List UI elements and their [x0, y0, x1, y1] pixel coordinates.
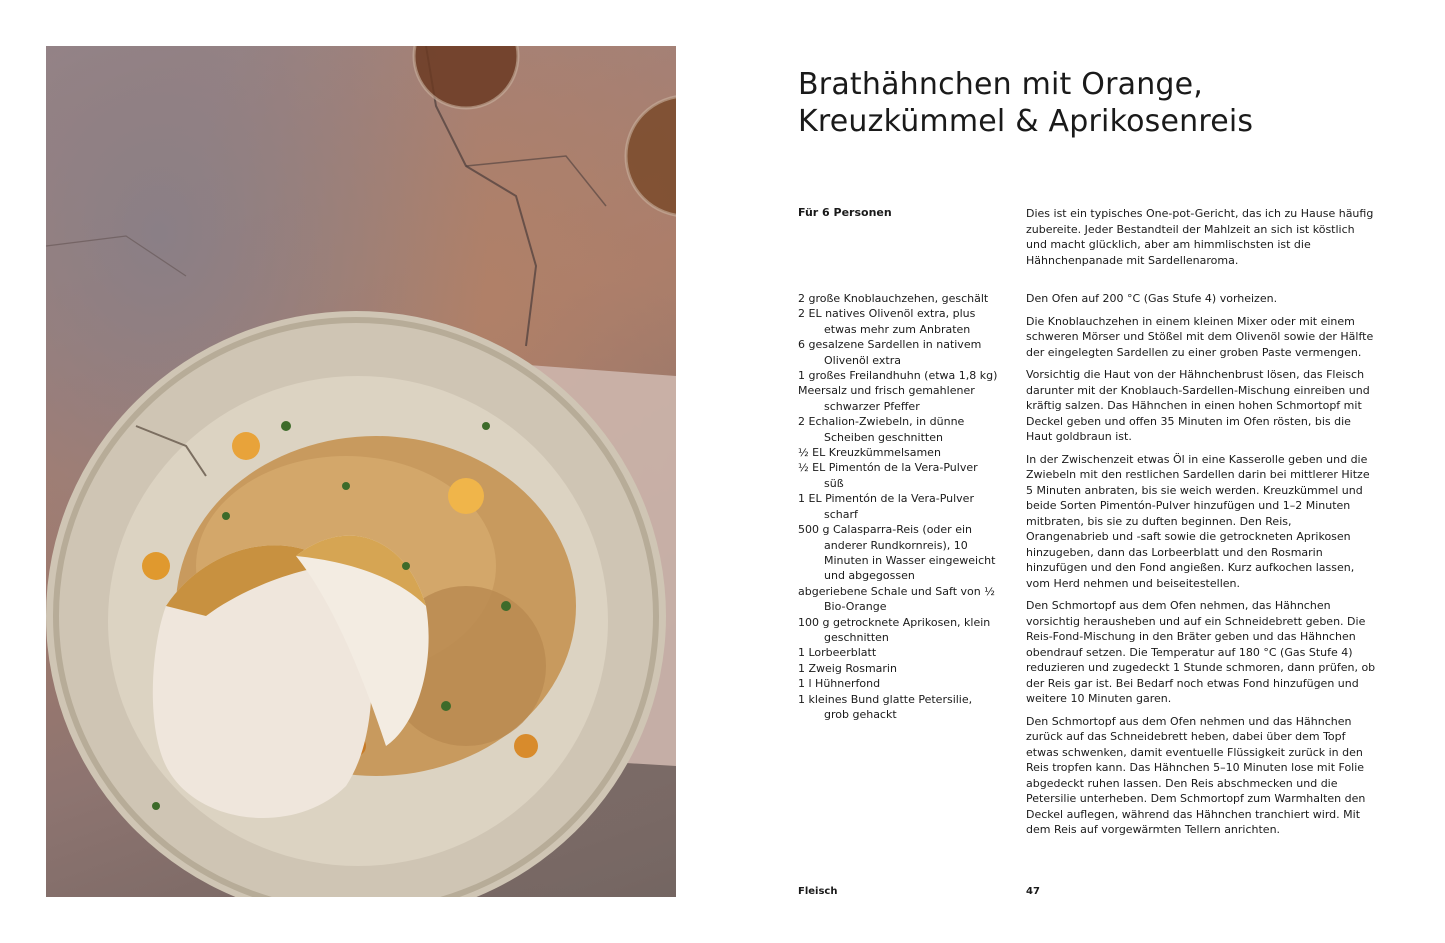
recipe-intro: Dies ist ein typisches One-pot-Gericht, das ich zu Hause häufig zubereite. Jeder Bestandteil der Mahlzeit an sich ist köstlich und macht glücklich, aber am himmlischsten ist die Hähnchenpanade mit Sardellenaroma.: [1026, 207, 1374, 267]
ingredient-item: 2 große Knoblauchzehen, geschält: [798, 292, 989, 305]
ingredient-item: abgeriebene Schale und Saft von ½ Bio-Orange: [798, 584, 995, 614]
recipe-title-line2: Kreuzkümmel & Aprikosenreis: [798, 104, 1254, 139]
page-number: 47: [1026, 886, 1040, 897]
ingredient-item: 500 g Calasparra-Reis (oder ein anderer Rundkornreis), 10 Minuten in Wasser eingeweicht und abgegossen: [798, 523, 996, 583]
footer-section-label: Fleisch: [798, 886, 838, 897]
ingredient-item: 1 kleines Bund glatte Petersilie, grob gehackt: [798, 692, 973, 721]
ingredient-item: 1 EL Pimentón de la Vera-Pulver scharf: [798, 492, 974, 521]
ingredient-item: Meersalz und frisch gemahlener schwarzer Pfeffer: [798, 384, 975, 413]
method-step: Den Schmortopf aus dem Ofen nehmen, das Hähnchen vorsichtig herausheben und auf ein Schneidebrett geben. Die Reis-Fond-Mischung in den Bräter geben und das Hähnchen obendrauf setzen. Die Temperatur auf 180 °C (Gas Stufe 4) reduzieren und zugedeckt 1 Stunde schmoren, dann prüfen, ob der Reis gar ist. Bei Bedarf noch etwas Fond hinzufügen und weitere 10 Minuten garen.: [1026, 599, 1376, 705]
ingredient-item: 2 EL natives Olivenöl extra, plus etwas mehr zum Anbraten: [798, 307, 976, 336]
ingredient-item: 1 Lorbeerblatt: [798, 646, 877, 660]
method-steps: [1026, 291, 1376, 845]
ingredient-item: 100 g getrocknete Aprikosen, klein geschnitten: [798, 615, 991, 644]
ingredient-item: ½ EL Kreuzkümmelsamen: [798, 446, 941, 460]
ingredient-item: ½ EL Pimentón de la Vera-Pulver süß: [798, 461, 978, 490]
servings-label: Für 6 Personen: [798, 206, 892, 219]
recipe-photo: [46, 46, 676, 897]
method-step: In der Zwischenzeit etwas Öl in eine Kasserolle geben und die Zwiebeln mit den restlichen Sardellen darin bei mittlerer Hitze 5 Minuten anbraten, bis sie weich werden. Kreuzkümmel und beide Sorten Pimentón-Pulver hinzufügen und 1–2 Minuten mitbraten, bis sie zu duften beginnen. Den Reis, Orangenabrieb und -saft sowie die getrockneten Aprikosen hinzugeben, dann das Lorbeerblatt und den Rosmarin hinzufügen und den Fond angießen. Kurz aufkochen lassen, vom Herd nehmen und beiseitestellen.: [1026, 452, 1370, 590]
ingredient-list: [798, 291, 998, 722]
ingredient-item: 2 Echalion-Zwiebeln, in dünne Scheiben geschnitten: [798, 415, 965, 444]
recipe-title-line1: Brathähnchen mit Orange,: [798, 67, 1204, 102]
method-step: Den Ofen auf 200 °C (Gas Stufe 4) vorheizen.: [1026, 292, 1278, 305]
ingredient-item: 1 Zweig Rosmarin: [798, 661, 897, 675]
food-photo-illustration: [46, 46, 676, 897]
ingredient-item: 6 gesalzene Sardellen in nativem Olivenöl extra: [798, 338, 982, 367]
method-step: Die Knoblauchzehen in einem kleinen Mixer oder mit einem schweren Mörser und Stößel mit dem Olivenöl sowie der Hälfte der eingelegten Sardellen zu einer groben Paste vermengen.: [1026, 314, 1374, 359]
recipe-title: [798, 66, 1253, 140]
method-step: Vorsichtig die Haut von der Hähnchenbrust lösen, das Fleisch darunter mit der Knoblauch-Sardellen-Mischung einreiben und kräftig salzen. Das Hähnchen in einen hohen Schmortopf mit Deckel geben und offen 35 Minuten im Ofen rösten, bis die Haut goldbraun ist.: [1026, 368, 1370, 443]
ingredient-item: 1 großes Freilandhuhn (etwa 1,8 kg): [798, 369, 998, 383]
ingredient-item: 1 l Hühnerfond: [798, 677, 881, 691]
method-step: Den Schmortopf aus dem Ofen nehmen und das Hähnchen zurück auf das Schneidebrett heben, dabei über dem Topf etwas schwenken, damit eventuelle Flüssigkeit zurück in den Reis tropfen kann. Das Hähnchen 5–10 Minuten lose mit Folie abgedeckt ruhen lassen. Den Reis abschmecken und die Petersilie unterheben. Dem Schmortopf zum Warmhalten den Deckel auflegen, während das Hähnchen tranchiert wird. Mit dem Reis auf vorgewärmten Tellern anrichten.: [1026, 714, 1366, 836]
